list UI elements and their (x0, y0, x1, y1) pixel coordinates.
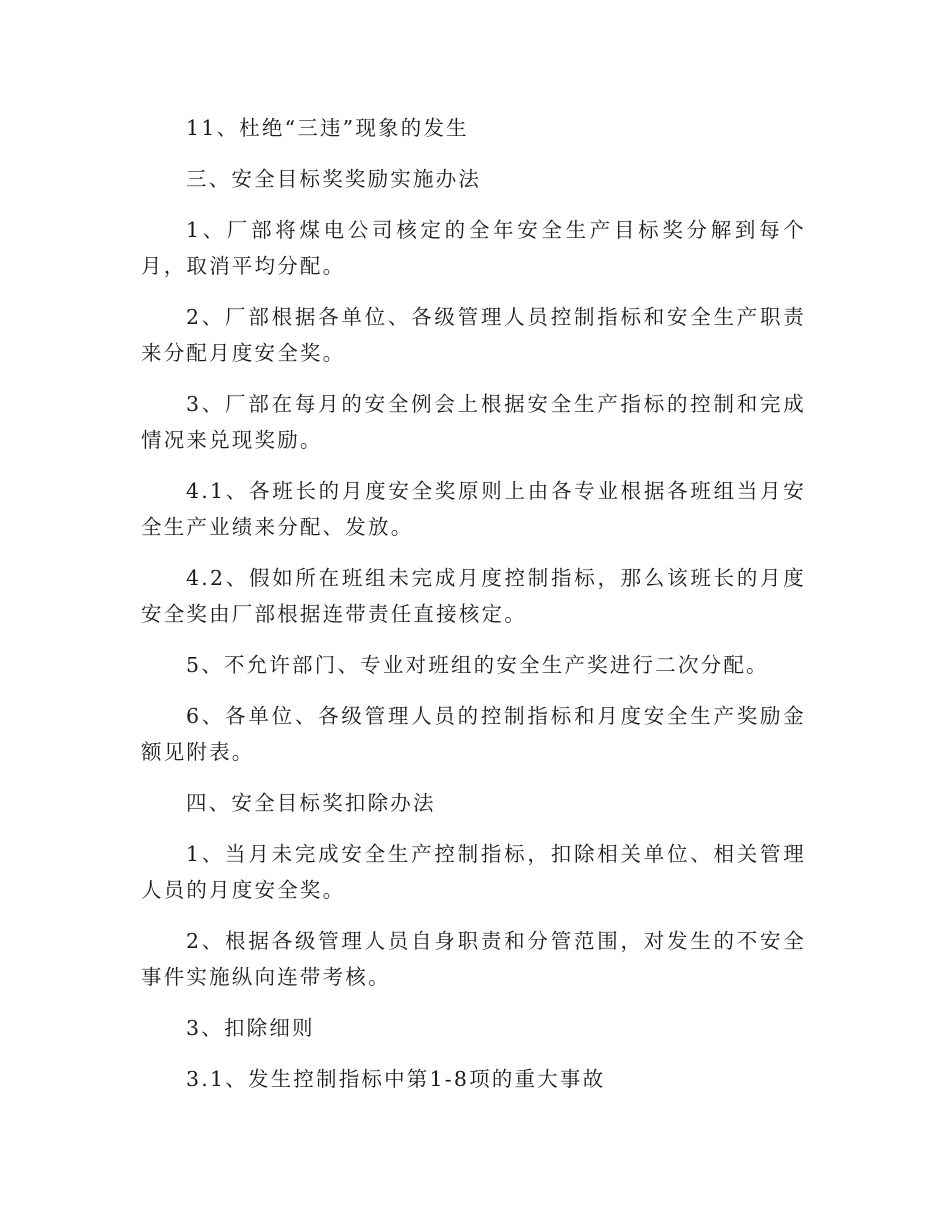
section-heading-4: 四、安全目标奖扣除办法 (186, 791, 436, 815)
paragraph-reward-3: 3、厂部在每月的安全例会上根据安全生产指标的控制和完成情况来兑现奖励。 (141, 392, 806, 452)
paragraph-reward-4-1: 4.1、各班长的月度安全奖原则上由各专业根据各班组当月安全生产业绩来分配、发放。 (141, 479, 806, 539)
paragraph-reward-6: 6、各单位、各级管理人员的控制指标和月度安全生产奖励金额见附表。 (141, 704, 806, 764)
paragraph-deduction-3-1: 3.1、发生控制指标中第1-8项的重大事故 (186, 1067, 606, 1091)
paragraph-reward-2: 2、厂部根据各单位、各级管理人员控制指标和安全生产职责来分配月度安全奖。 (141, 305, 806, 365)
paragraph-reward-5: 5、不允许部门、专业对班组的安全生产奖进行二次分配。 (186, 653, 769, 677)
paragraph-reward-4-2: 4.2、假如所在班组未完成月度控制指标，那么该班长的月度安全奖由厂部根据连带责任直接核定。 (141, 566, 806, 626)
section-heading-3: 三、安全目标奖奖励实施办法 (186, 167, 482, 191)
paragraph-reward-1: 1、厂部将煤电公司核定的全年安全生产目标奖分解到每个月，取消平均分配。 (141, 218, 806, 278)
document-body (141, 110, 806, 1112)
paragraph-item-11: 11、杜绝“三违”现象的发生 (186, 116, 469, 140)
paragraph-deduction-1: 1、当月未完成安全生产控制指标，扣除相关单位、相关管理人员的月度安全奖。 (141, 842, 806, 902)
paragraph-deduction-2: 2、根据各级管理人员自身职责和分管范围，对发生的不安全事件实施纵向连带考核。 (141, 929, 806, 989)
paragraph-deduction-3: 3、扣除细则 (186, 1016, 315, 1040)
